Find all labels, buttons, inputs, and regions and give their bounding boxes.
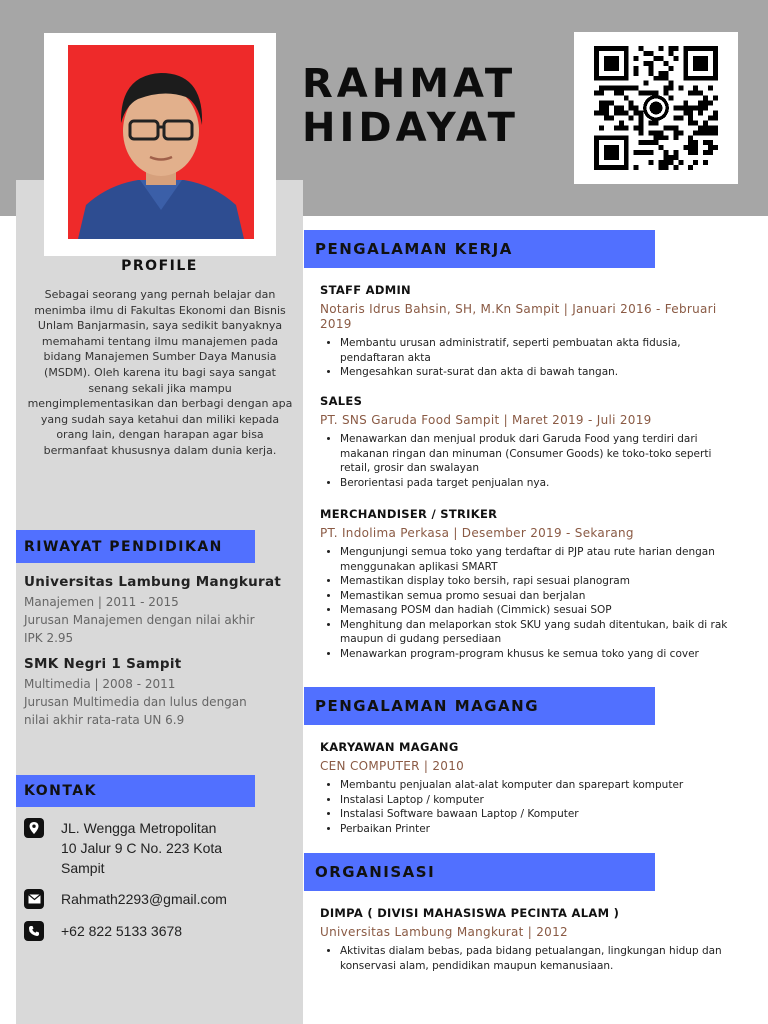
school-detail: nilai akhir rata-rata UN 6.9 — [24, 713, 185, 727]
work-heading: PENGALAMAN KERJA — [304, 230, 655, 268]
email-text[interactable]: Rahmath2293@gmail.com — [61, 891, 227, 907]
address-line: 10 Jalur 9 C No. 223 Kota — [61, 840, 223, 856]
list-item: • Memastikan semua promo sesuai dan berjalan — [340, 589, 740, 604]
list-item: • Membantu urusan administratif, seperti pembuatan akta fidusia, pendaftaran akta — [340, 336, 740, 365]
profile-heading: PROFILE — [121, 258, 198, 274]
job-company: PT. SNS Garuda Food Sampit | Maret 2019 - Juli 2019 — [320, 413, 652, 427]
person-portrait — [68, 45, 254, 239]
school-detail: Jurusan Multimedia dan lulus dengan — [24, 695, 247, 709]
job-duties — [320, 944, 740, 973]
education-heading: RIWAYAT PENDIDIKAN — [16, 530, 255, 563]
candidate-name — [302, 62, 519, 150]
list-item: • Membantu penjualan alat-alat komputer dan sparepart komputer — [340, 778, 740, 793]
job-entry — [320, 394, 740, 490]
list-item: • Menawarkan program-program khusus ke semua toko yang di cover — [340, 647, 740, 662]
internship-heading: PENGALAMAN MAGANG — [304, 687, 655, 725]
job-title: MERCHANDISER / STRIKER — [320, 507, 498, 521]
list-item: • Memasang POSM dan hadiah (Cimmick) sesuai SOP — [340, 603, 740, 618]
name-line-1: RAHMAT — [302, 61, 517, 107]
envelope-icon — [24, 889, 44, 909]
job-company: CEN COMPUTER | 2010 — [320, 759, 465, 773]
job-title: STAFF ADMIN — [320, 283, 411, 297]
job-entry — [320, 906, 740, 973]
job-entry — [320, 740, 740, 836]
name-line-2: HIDAYAT — [302, 105, 519, 151]
list-item: • Memastikan display toko bersih, rapi sesuai planogram — [340, 574, 740, 589]
organization-heading: ORGANISASI — [304, 853, 655, 891]
job-duties — [320, 778, 740, 836]
list-item: • Perbaikan Printer — [340, 822, 740, 837]
job-company: Notaris Idrus Bahsin, SH, M.Kn Sampit | Januari 2016 - Februari 2019 — [320, 302, 717, 331]
school-detail: Jurusan Manajemen dengan nilai akhir — [24, 613, 255, 627]
job-duties — [320, 545, 740, 661]
job-duties — [320, 336, 740, 380]
list-item: • Menawarkan dan menjual produk dari Garuda Food yang terdiri dari makanan ringan dan minuman (Consumer Goods) ke toko-toko seperti retail, grosir dan swalayan — [340, 432, 740, 476]
address-line: JL. Wengga Metropolitan — [61, 820, 217, 836]
list-item: • Aktivitas dialam bebas, pada bidang petualangan, lingkungan hidup dan konservasi alam, pendidikan maupun kemanusiaan. — [340, 944, 740, 973]
job-duties — [320, 432, 740, 490]
contact-email[interactable] — [24, 889, 227, 909]
contact-phone[interactable] — [24, 921, 182, 941]
contact-address — [24, 818, 222, 878]
list-item: • Mengunjungi semua toko yang terdaftar di PJP atau rute harian dengan menggunakan aplikasi SMART — [340, 545, 740, 574]
contact-heading: KONTAK — [16, 775, 255, 807]
job-company: PT. Indolima Perkasa | Desember 2019 - Sekarang — [320, 526, 634, 540]
school-name: Universitas Lambung Mangkurat — [24, 574, 282, 590]
list-item: • Mengesahkan surat-surat dan akta di bawah tangan. — [340, 365, 740, 380]
job-entry — [320, 507, 740, 661]
job-company: Universitas Lambung Mangkurat | 2012 — [320, 925, 568, 939]
list-item: • Berorientasi pada target penjualan nya. — [340, 476, 740, 491]
map-pin-icon — [24, 818, 44, 838]
school-major: Multimedia | 2008 - 2011 — [24, 677, 176, 691]
school-name: SMK Negri 1 Sampit — [24, 656, 182, 672]
profile-text: Sebagai seorang yang pernah belajar dan menimba ilmu di Fakultas Ekonomi dan Bisnis Unlam Banjarmasin, saya sedikit banyaknya memahami tentang ilmu manajemen pada bidang Manajemen Sumber Daya Manusia (MSDM). Oleh karena itu bagi saya sangat senang sekali jika mampu mengimplementasikan dan berbagi dengan apa yang sudah saya ketahui dan miliki kepada orang lain, dengan harapan agar bisa bermanfaat khususnya dalam dunia kerja. — [27, 288, 293, 457]
job-entry — [320, 283, 740, 380]
school-major: Manajemen | 2011 - 2015 — [24, 595, 179, 609]
list-item: • Menghitung dan melaporkan stok SKU yang sudah ditentukan, baik di rak maupun di gudang persediaan — [340, 618, 740, 647]
list-item: • Instalasi Software bawaan Laptop / Komputer — [340, 807, 740, 822]
profile-photo — [68, 45, 254, 239]
list-item: • Instalasi Laptop / komputer — [340, 793, 740, 808]
job-title: SALES — [320, 394, 363, 408]
phone-text[interactable]: +62 822 5133 3678 — [61, 923, 183, 939]
address-line: Sampit — [61, 860, 105, 876]
job-title: KARYAWAN MAGANG — [320, 740, 459, 754]
school-detail: IPK 2.95 — [24, 631, 74, 645]
education-item — [24, 656, 299, 729]
phone-icon — [24, 921, 44, 941]
whatsapp-qr-code[interactable] — [591, 46, 721, 170]
education-item — [24, 574, 299, 647]
job-title: DIMPA ( DIVISI MAHASISWA PECINTA ALAM ) — [320, 906, 620, 920]
